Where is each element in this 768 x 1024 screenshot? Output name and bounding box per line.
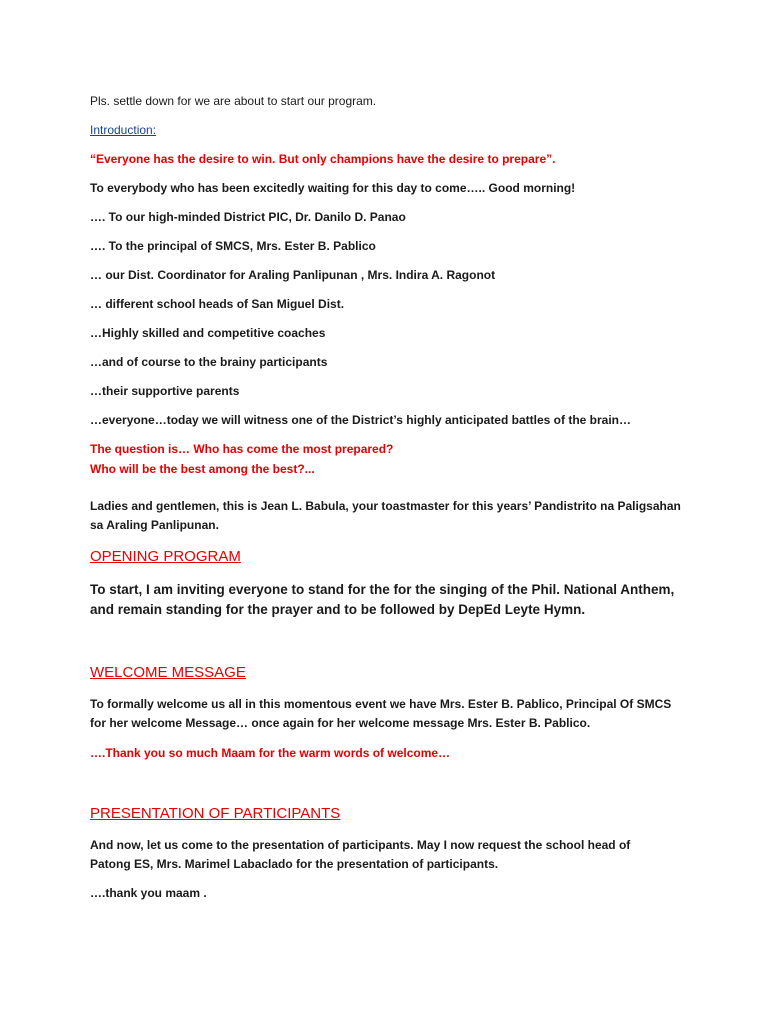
welcome-message-heading: WELCOME MESSAGE bbox=[90, 664, 246, 681]
opening-line: Pls. settle down for we are about to start our program. bbox=[90, 94, 377, 108]
welcome-thanks-line: ….Thank you so much Maam for the warm words of welcome… bbox=[90, 746, 451, 760]
introduction-label: Introduction: bbox=[90, 123, 157, 137]
presentation-line: And now, let us come to the presentation of participants. May I now request the school head of bbox=[90, 838, 631, 852]
question-line: The question is… Who has come the most prepared? bbox=[90, 442, 394, 456]
greeting-line: …. To our high-minded District PIC, Dr. Danilo D. Panao bbox=[90, 210, 406, 224]
toastmaster-line: sa Araling Panlipunan. bbox=[90, 518, 219, 532]
question-line: Who will be the best among the best?... bbox=[90, 462, 315, 476]
greeting-line: …everyone…today we will witness one of the District’s highly anticipated battles of the brain… bbox=[90, 413, 631, 427]
greeting-line: … our Dist. Coordinator for Araling Panlipunan , Mrs. Indira A. Ragonot bbox=[90, 268, 496, 282]
opening-program-line: To start, I am inviting everyone to stand for the for the singing of the Phil. National Anthem, bbox=[90, 582, 675, 597]
greeting-line: To everybody who has been excitedly waiting for this day to come….. Good morning! bbox=[90, 181, 576, 195]
greeting-line: …their supportive parents bbox=[90, 384, 240, 398]
quote-line: “Everyone has the desire to win. But only champions have the desire to prepare”. bbox=[90, 152, 556, 166]
welcome-message-line: To formally welcome us all in this momentous event we have Mrs. Ester B. Pablico, Principal Of SMCS bbox=[90, 697, 672, 711]
presentation-thanks-line: ….thank you maam . bbox=[90, 886, 207, 900]
greeting-line: …. To the principal of SMCS, Mrs. Ester B. Pablico bbox=[90, 239, 376, 253]
opening-program-line: and remain standing for the prayer and to be followed by DepEd Leyte Hymn. bbox=[90, 602, 586, 617]
presentation-heading: PRESENTATION OF PARTICIPANTS bbox=[90, 805, 341, 822]
greeting-line: …and of course to the brainy participants bbox=[90, 355, 328, 369]
toastmaster-line: Ladies and gentlemen, this is Jean L. Babula, your toastmaster for this years’ Pandistrito na Paligsahan bbox=[90, 499, 681, 513]
presentation-line: Patong ES, Mrs. Marimel Labaclado for the presentation of participants. bbox=[90, 857, 499, 871]
greeting-line: …Highly skilled and competitive coaches bbox=[90, 326, 326, 340]
opening-program-heading: OPENING PROGRAM bbox=[90, 548, 241, 565]
greeting-line: … different school heads of San Miguel Dist. bbox=[90, 297, 345, 311]
welcome-message-line: for her welcome Message… once again for her welcome message Mrs. Ester B. Pablico. bbox=[90, 716, 591, 730]
